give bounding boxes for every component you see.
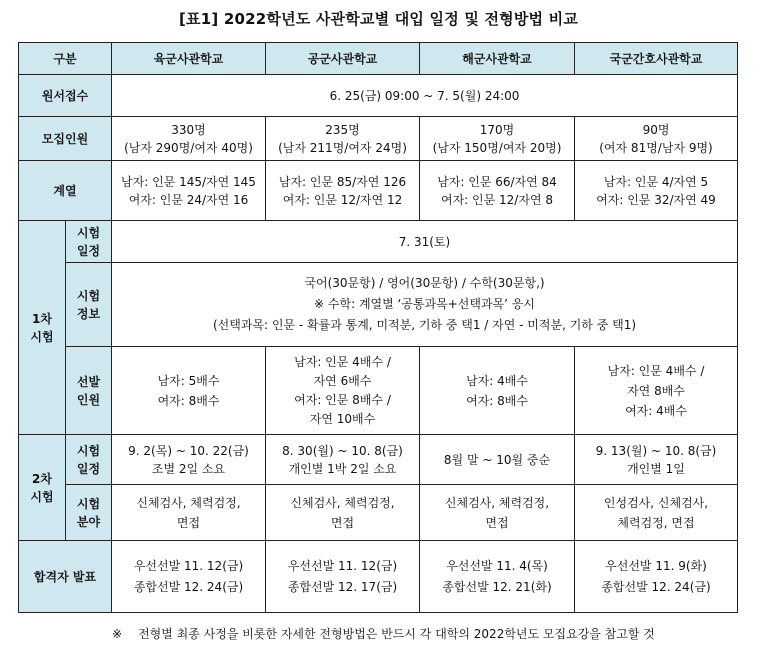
header-row — [19, 43, 738, 75]
row-label-recruit: 모집인원 — [19, 117, 112, 161]
header-school: 공군사관학교 — [266, 43, 420, 75]
second-field-cell: 인성검사, 신체검사, 체력검정, 면접 — [575, 485, 738, 541]
comparison-table — [18, 42, 738, 613]
footnote — [112, 625, 655, 642]
application-period: 6. 25(금) 09:00 ~ 7. 5(월) 24:00 — [112, 75, 738, 117]
row-label-track: 계열 — [19, 161, 112, 221]
second-schedule-cell: 8. 30(월) ~ 10. 8(금) 개인별 1박 2일 소요 — [266, 435, 420, 485]
select-cell: 남자: 5배수 여자: 8배수 — [112, 347, 266, 435]
recruit-cell: 330명 (남자 290명/여자 40명) — [112, 117, 266, 161]
row-label-first-select: 선발 인원 — [66, 347, 112, 435]
first-info: 국어(30문항) / 영어(30문항) / 수학(30문항,) ※ 수학: 계열별 ‘공통과목+선택과목’ 응시 (선택과목: 인문 - 확률과 통계, 미적분, 기하 중 택1 / 자연 - 미적분, 기하 중 택1) — [112, 263, 738, 347]
track-cell: 남자: 인문 85/자연 126 여자: 인문 12/자연 12 — [266, 161, 420, 221]
row-label-application: 원서접수 — [19, 75, 112, 117]
table-row — [19, 485, 738, 541]
second-schedule-cell: 9. 2(목) ~ 10. 22(금) 조별 2일 소요 — [112, 435, 266, 485]
row-label-first-schedule: 시험 일정 — [66, 221, 112, 263]
select-cell: 남자: 4배수 여자: 8배수 — [420, 347, 575, 435]
table-row — [19, 75, 738, 117]
table-row — [19, 221, 738, 263]
table-row — [19, 117, 738, 161]
result-cell: 우선선발 11. 9(화) 종합선발 12. 24(금) — [575, 541, 738, 613]
table-title: [표1] 2022학년도 사관학교별 대입 일정 및 전형방법 비교 — [178, 10, 579, 28]
result-cell: 우선선발 11. 4(목) 종합선발 12. 21(화) — [420, 541, 575, 613]
reference-mark: ※ — [112, 627, 123, 641]
result-cell: 우선선발 11. 12(금) 종합선발 12. 17(금) — [266, 541, 420, 613]
header-category: 구분 — [19, 43, 112, 75]
header-school: 국군간호사관학교 — [575, 43, 738, 75]
table-row — [19, 161, 738, 221]
group-label-first: 1차 시험 — [19, 221, 66, 435]
recruit-cell: 235명 (남자 211명/여자 24명) — [266, 117, 420, 161]
header-school: 육군사관학교 — [112, 43, 266, 75]
row-label-first-info: 시험 정보 — [66, 263, 112, 347]
header-school: 해군사관학교 — [420, 43, 575, 75]
footnote-text: 전형별 최종 사정을 비롯한 자세한 전형방법은 반드시 각 대학의 2022학년도 모집요강을 참고할 것 — [138, 627, 655, 641]
select-cell: 남자: 인문 4배수 / 자연 8배수 여자: 4배수 — [575, 347, 738, 435]
first-schedule: 7. 31(토) — [112, 221, 738, 263]
second-field-cell: 신체검사, 체력검정, 면접 — [112, 485, 266, 541]
second-field-cell: 신체검사, 체력검정, 면접 — [420, 485, 575, 541]
result-cell: 우선선발 11. 12(금) 종합선발 12. 24(금) — [112, 541, 266, 613]
track-cell: 남자: 인문 145/자연 145 여자: 인문 24/자연 16 — [112, 161, 266, 221]
table-row — [19, 347, 738, 435]
table-row — [19, 541, 738, 613]
track-cell: 남자: 인문 66/자연 84 여자: 인문 12/자연 8 — [420, 161, 575, 221]
row-label-result: 합격자 발표 — [19, 541, 112, 613]
recruit-cell: 170명 (남자 150명/여자 20명) — [420, 117, 575, 161]
row-label-second-field: 시험 분야 — [66, 485, 112, 541]
second-field-cell: 신체검사, 체력검정, 면접 — [266, 485, 420, 541]
track-cell: 남자: 인문 4/자연 5 여자: 인문 32/자연 49 — [575, 161, 738, 221]
row-label-second-schedule: 시험 일정 — [66, 435, 112, 485]
recruit-cell: 90명 (여자 81명/남자 9명) — [575, 117, 738, 161]
select-cell: 남자: 인문 4배수 / 자연 6배수 여자: 인문 8배수 / 자연 10배수 — [266, 347, 420, 435]
second-schedule-cell: 8월 말 ~ 10월 중순 — [420, 435, 575, 485]
table-row — [19, 263, 738, 347]
second-schedule-cell: 9. 13(월) ~ 10. 8(금) 개인별 1일 — [575, 435, 738, 485]
group-label-second: 2차 시험 — [19, 435, 66, 541]
table-row — [19, 435, 738, 485]
